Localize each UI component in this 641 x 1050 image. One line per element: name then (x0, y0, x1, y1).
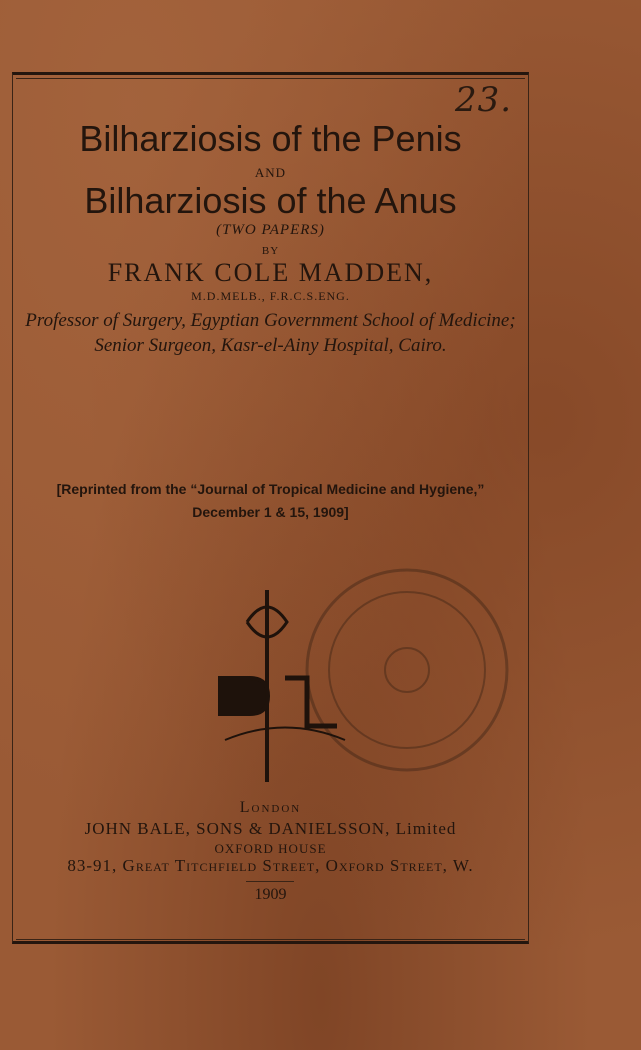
publisher-house: OXFORD HOUSE (214, 841, 327, 856)
reprint-note-1: [Reprinted from the “Journal of Tropical Medicine and Hygiene,” (56, 481, 485, 497)
author-name: FRANK COLE MADDEN, (107, 258, 434, 287)
title-line-1: Bilharziosis of the Penis (79, 118, 462, 159)
title-line-2: Bilharziosis of the Anus (84, 180, 457, 221)
handwritten-number: 23. (455, 80, 513, 120)
publisher-emblem-icon (185, 560, 525, 790)
author-degrees: M.D.MELB., F.R.C.S.ENG. (191, 289, 350, 303)
publisher-name: JOHN BALE, SONS & DANIELSSON, Limited (84, 819, 457, 838)
publisher-city: London (239, 799, 302, 816)
publisher-address: 83-91, Great Titchfield Street, Oxford Street, W. (67, 856, 474, 875)
divider (246, 881, 294, 882)
author-position-1: Professor of Surgery, Egyptian Government School of Medicine; (25, 310, 516, 331)
by-label: BY (261, 245, 280, 257)
library-stamp-icon (307, 570, 507, 770)
subtitle: (TWO PAPERS) (216, 222, 325, 238)
title-conjunction: AND (254, 165, 287, 180)
publication-year: 1909 (254, 886, 287, 903)
author-position-2: Senior Surgeon, Kasr-el-Ainy Hospital, Cairo. (94, 335, 447, 356)
reprint-note-2: December 1 & 15, 1909] (192, 504, 349, 520)
